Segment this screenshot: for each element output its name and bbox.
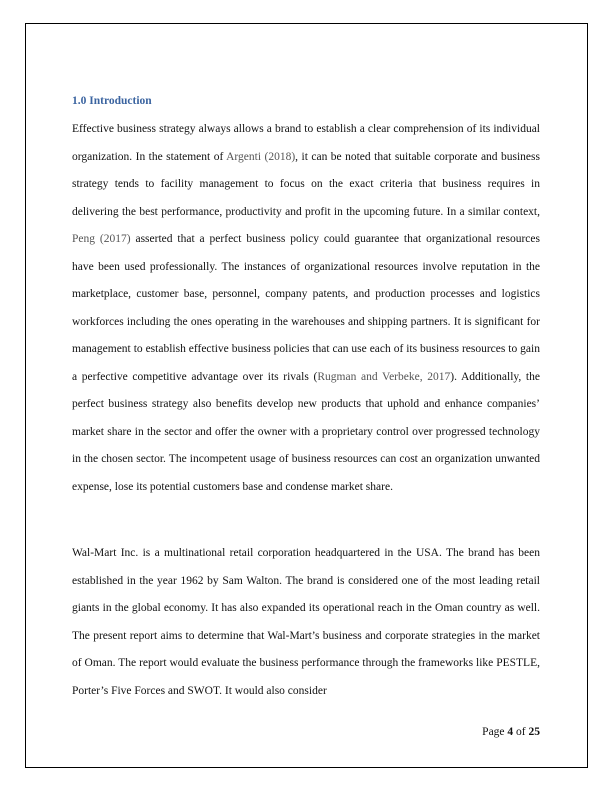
of-label: of: [516, 726, 526, 738]
page-label: Page: [482, 726, 505, 738]
section-heading: 1.0 Introduction: [72, 95, 152, 107]
page-current: 4: [507, 726, 514, 738]
intro-paragraph-2: Wal-Mart Inc. is a multinational retail corporation headquartered in the USA. The brand has been established in the year 1962 by Sam Walton. The brand is considered one of the most leading retail giants in the global economy. It has also expanded its operational reach in the Oman country as well. The present report aims to determine that Wal-Mart’s business and corporate strategies in the market of Oman. The report would evaluate the business performance through the frameworks like PESTLE, Porter’s Five Forces and SWOT. It would also consider: [72, 547, 540, 697]
citation-argenti: Argenti (2018): [226, 150, 296, 163]
paragraph-text: ). Additionally, the perfect business strategy also benefits develop new products that uphold and enhance companies’ market share in the sector and offer the owner with a proprietary control over progressed technology in the chosen sector. The incompetent usage of business resources can cost an organization unwanted expense, lose its potential customers base and condense market share.: [72, 370, 540, 493]
citation-rugman-verbeke: Rugman and Verbeke, 2017: [317, 370, 451, 383]
page-total: 25: [528, 726, 540, 738]
intro-paragraph-1: [72, 116, 540, 501]
citation-peng: Peng (2017): [72, 233, 131, 245]
paragraph-text: Effective business strategy always allows a brand to establish a clear comprehension of its individual organization. In the statement of: [72, 123, 540, 163]
paragraph-text: asserted that a perfect business policy could guarantee that organizational resources have been used professionally. The instances of organizational resources involve reputation in the marketplace, customer base, personnel, company patents, and production processes and logistics workforces including the ones operating in the warehouses and shipping partners. It is significant for management to establish effective business policies that can use each of its business resources to gain a perfective competitive advantage over its rivals (: [72, 233, 540, 383]
paragraph-text: , it can be noted that suitable corporate and business strategy tends to facility management to focus on the exact criteria that business requires in delivering the best performance, productivity and profit in the upcoming future. In a similar context,: [72, 150, 540, 218]
page-number: [482, 726, 540, 738]
